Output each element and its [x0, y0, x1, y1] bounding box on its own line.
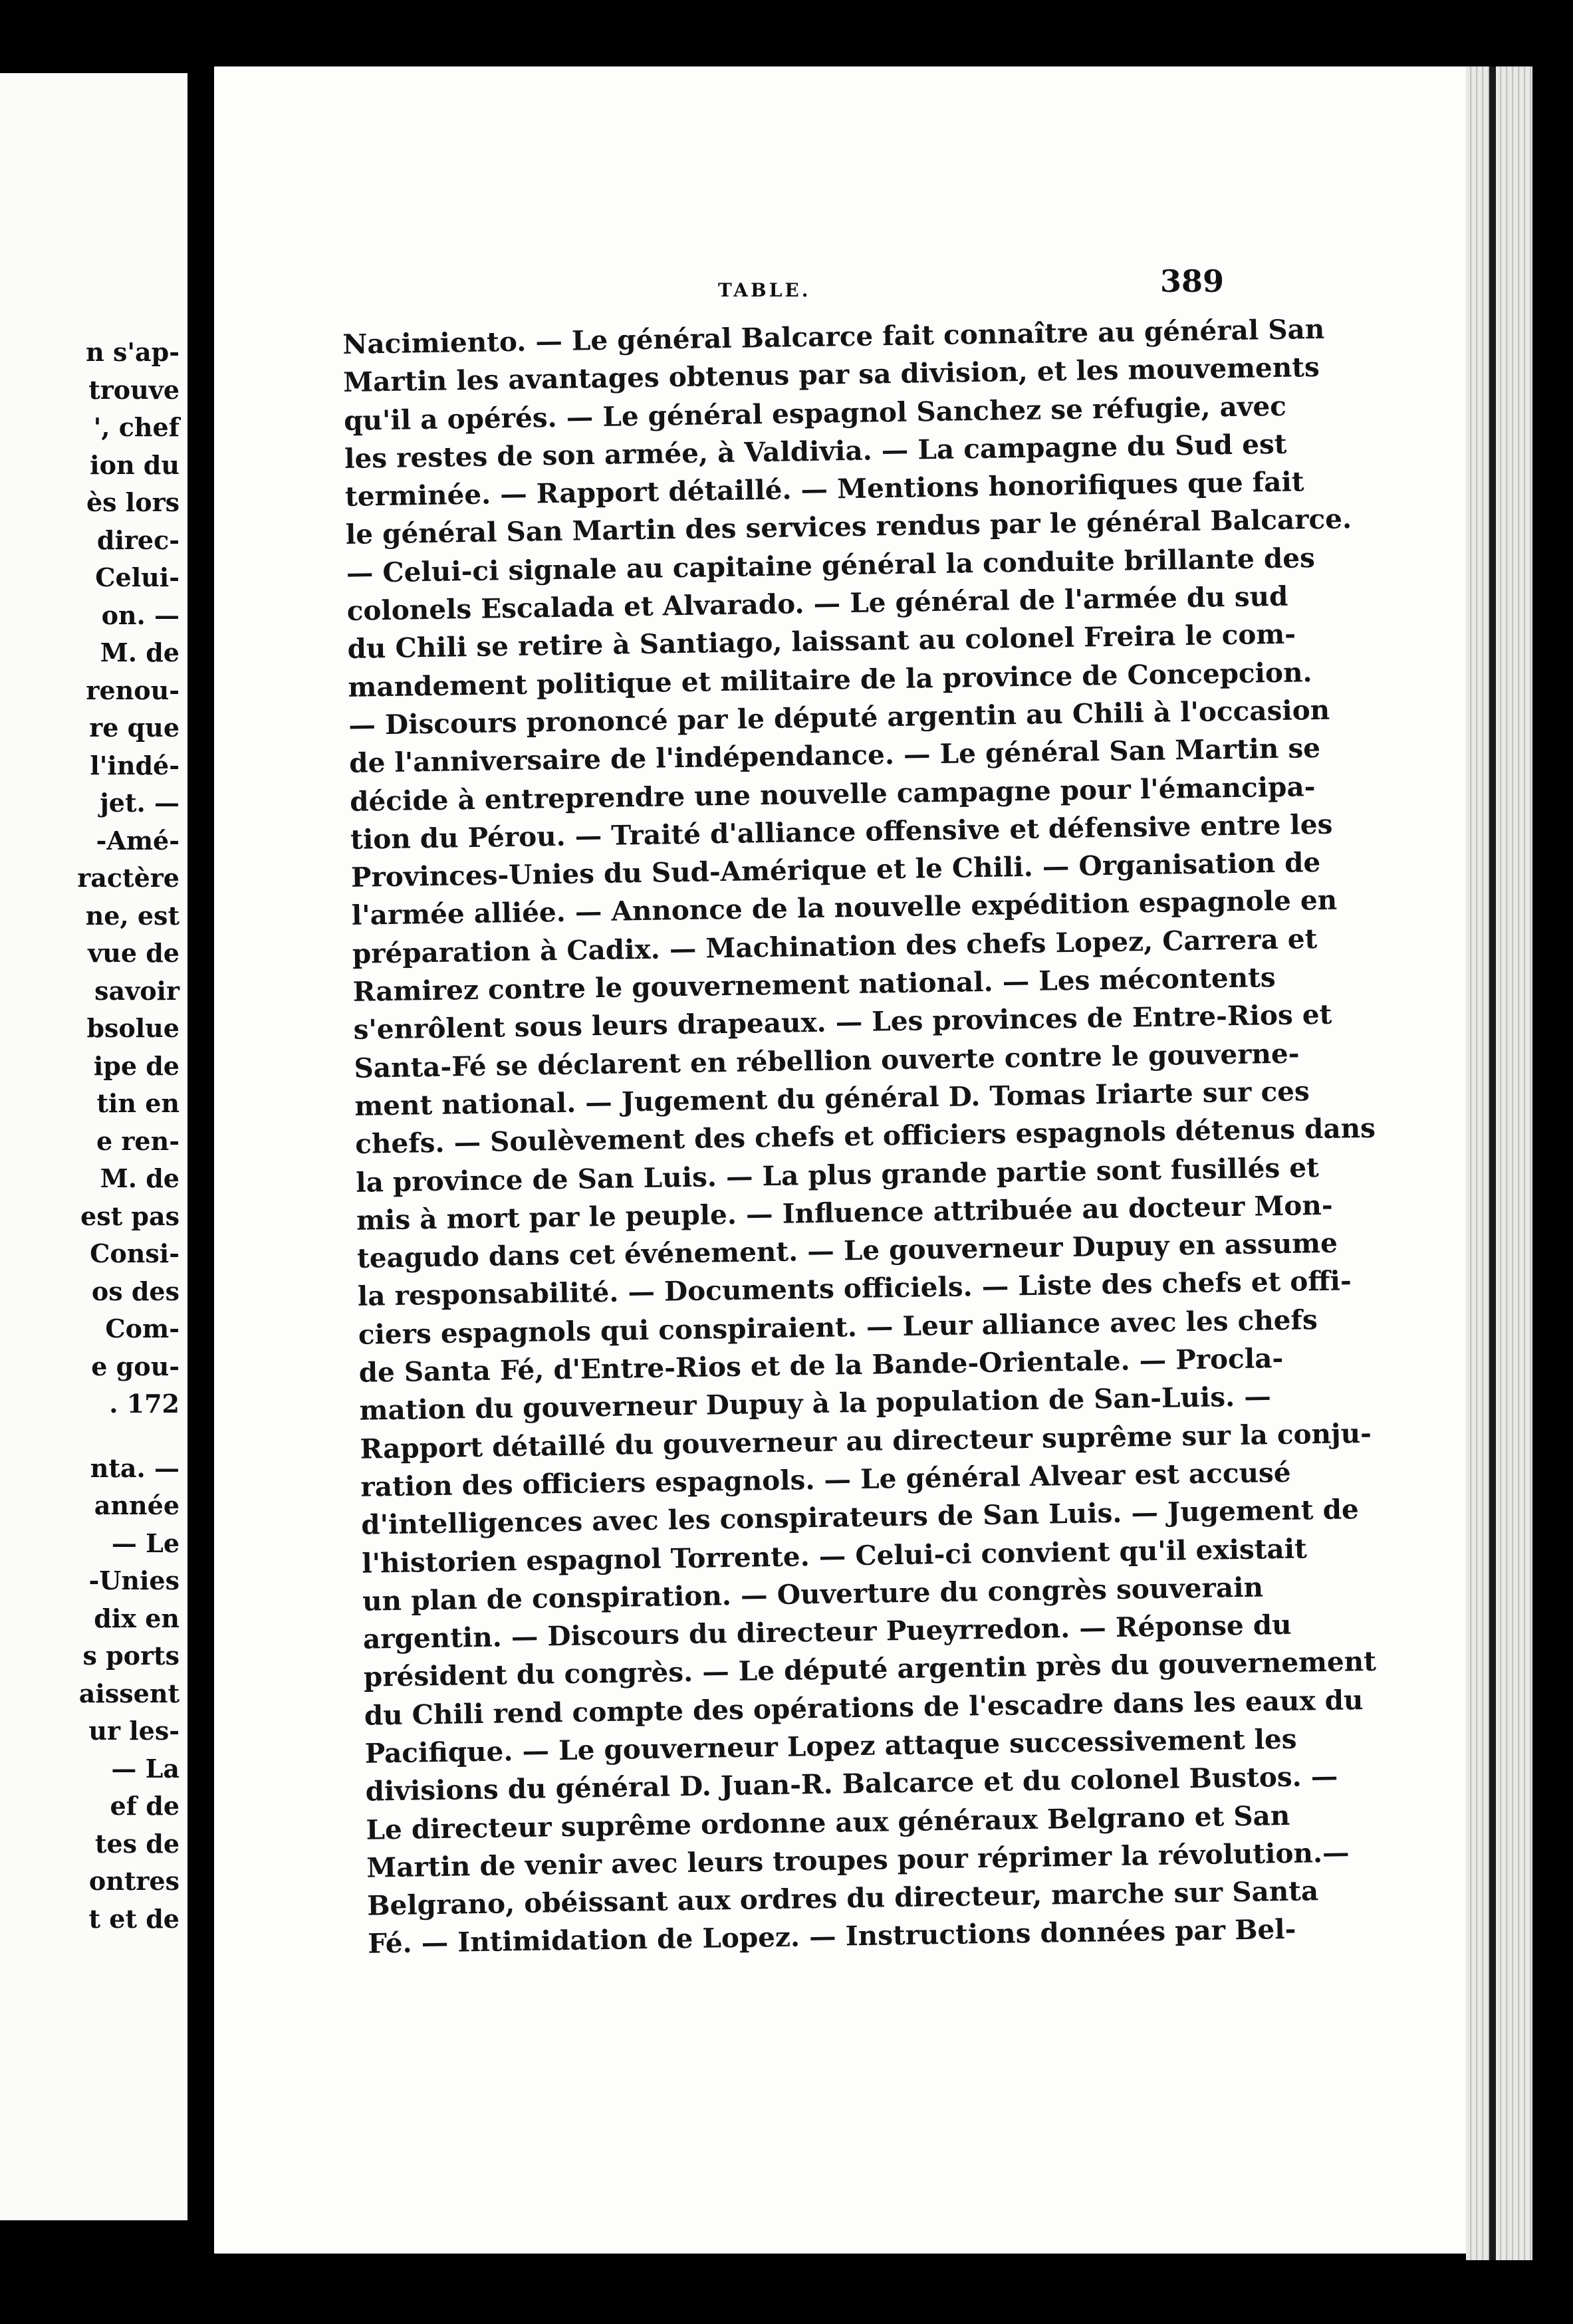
body-line: — Discours prononcé par le député argentin au Chili à l'occasion	[348, 693, 1330, 741]
body-line: tion du Pérou. — Traité d'alliance offensive et défensive entre les	[350, 808, 1333, 856]
body-line: teagudo dans cet événement. — Le gouverneur Dupuy en assume	[356, 1226, 1338, 1274]
left-page-line: tin en	[96, 1088, 180, 1118]
body-line: argentin. — Discours du directeur Pueyrredon. — Réponse du	[362, 1608, 1292, 1655]
left-page-line: ', chef	[93, 412, 180, 442]
page-edge-shadow	[1489, 66, 1496, 2260]
body-line: Fé. — Intimidation de Lopez. — Instructions données par Bel-	[367, 1913, 1296, 1960]
body-line: l'historien espagnol Torrente. — Celui-ci convient qu'il existait	[361, 1532, 1308, 1579]
body-line: mation du gouverneur Dupuy à la population de San-Luis. —	[359, 1380, 1272, 1427]
body-line: d'intelligences avec les conspirateurs de San Luis. — Jugement de	[360, 1493, 1360, 1541]
body-line: colonels Escalada et Alvarado. — Le général de l'armée du sud	[346, 580, 1288, 628]
left-page-line: n s'ap-	[86, 337, 180, 367]
left-page-line: vue de	[88, 938, 180, 968]
body-line: chefs. — Soulèvement des chefs et officiers espagnols détenus dans	[354, 1111, 1376, 1161]
left-page-line: ès lors	[86, 487, 180, 517]
left-page-line	[0, 1423, 180, 1450]
body-line: Nacimiento. — Le général Balcarce fait connaître au général San	[342, 312, 1325, 360]
left-page-line: -Unies	[88, 1566, 180, 1595]
left-page-line: bsolue	[86, 1013, 180, 1043]
left-page-line: renou-	[86, 675, 180, 705]
body-line: préparation à Cadix. — Machination des chefs Lopez, Carrera et	[352, 922, 1318, 970]
body-line: Belgrano, obéissant aux ordres du directeur, marche sur Santa	[366, 1875, 1319, 1922]
left-page-line: Celui-	[95, 562, 180, 592]
left-page-line: s ports	[82, 1641, 180, 1671]
left-page-line: M. de	[100, 1163, 180, 1193]
left-page-line: trouve	[88, 374, 180, 405]
left-page-line: . 172	[109, 1389, 180, 1419]
left-page-line: savoir	[94, 975, 180, 1006]
left-page-line: ur les-	[88, 1716, 180, 1746]
table-of-contents-body	[342, 312, 1377, 1964]
body-line: mis à mort par le peuple. — Influence attribuée au docteur Mon-	[356, 1189, 1333, 1236]
left-page-text	[0, 334, 180, 1938]
body-line: le général San Martin des services rendus par le général Balcarce.	[345, 503, 1352, 551]
left-page-line: M. de	[100, 638, 180, 667]
left-page-fragment	[0, 73, 187, 2220]
body-line: s'enrôlent sous leurs drapeaux. — Les provinces de Entre-Rios et	[353, 998, 1332, 1046]
body-line: Martin les avantages obtenus par sa division, et les mouvements	[342, 351, 1320, 399]
page-edge	[1466, 66, 1532, 2260]
left-page-line: tes de	[94, 1828, 180, 1859]
body-line: Martin de venir avec leurs troupes pour réprimer la révolution.—	[366, 1836, 1350, 1884]
left-page-line: t et de	[88, 1903, 180, 1934]
left-page-line: direc-	[96, 524, 180, 555]
body-line: ciers espagnols qui conspiraient. — Leur alliance avec les chefs	[358, 1303, 1318, 1351]
page-number: 389	[1160, 263, 1225, 299]
left-page-line: dix en	[94, 1603, 180, 1633]
left-page-line: e ren-	[96, 1125, 180, 1156]
left-page-line: -Amé-	[96, 825, 180, 856]
left-page-line: jet. —	[100, 788, 180, 818]
body-line: Pacifique. — Le gouverneur Lopez attaque successivement les	[364, 1722, 1297, 1770]
left-page-line: ne, est	[85, 900, 180, 931]
left-page-line: ion du	[90, 449, 180, 480]
body-line: mandement politique et militaire de la province de Concepcion.	[348, 655, 1312, 703]
left-page-line: Consi-	[90, 1238, 180, 1268]
body-line: un plan de conspiration. — Ouverture du congrès souverain	[362, 1571, 1264, 1617]
body-line: de Santa Fé, d'Entre-Rios et de la Bande-Orientale. — Procla-	[358, 1341, 1284, 1389]
body-line: Provinces-Unies du Sud-Amérique et le Chili. — Organisation de	[350, 846, 1321, 894]
body-line: de l'anniversaire de l'indépendance. — Le général San Martin se	[348, 732, 1321, 780]
left-page-line: est pas	[80, 1201, 180, 1231]
body-line: Le directeur suprême ordonne aux généraux Belgrano et San	[366, 1799, 1290, 1846]
left-page-line: e gou-	[91, 1351, 180, 1381]
body-line: la province de San Luis. — La plus grande partie sont fusillés et	[355, 1151, 1320, 1199]
left-page-line: nta. —	[90, 1452, 180, 1483]
body-line: — Celui-ci signale au capitaine général la conduite brillante des	[346, 541, 1316, 589]
left-page-line: année	[94, 1490, 180, 1520]
body-line: Ramirez contre le gouvernement national. — Les mécontents	[352, 961, 1276, 1008]
left-page-line: ontres	[88, 1866, 180, 1896]
body-line: ration des officiers espagnols. — Le général Alvear est accusé	[360, 1456, 1291, 1503]
body-line: terminée. — Rapport détaillé. — Mentions honorifiques que fait	[344, 465, 1304, 513]
left-page-line: ractère	[77, 863, 180, 893]
running-title: TABLE.	[718, 279, 811, 301]
left-page-line: l'indé-	[90, 750, 180, 780]
body-line: qu'il a opérés. — Le général espagnol Sanchez se réfugie, avec	[343, 390, 1287, 437]
body-line: les restes de son armée, à Valdivia. — La campagne du Sud est	[344, 427, 1287, 475]
left-page-line: Com-	[105, 1314, 180, 1343]
left-page-line: ipe de	[93, 1050, 180, 1081]
body-line: Rapport détaillé du gouverneur au directeur suprême sur la conju-	[360, 1417, 1372, 1465]
body-line: la responsabilité. — Documents officiels. — Liste des chefs et offi-	[357, 1264, 1352, 1313]
body-line: l'armée alliée. — Annonce de la nouvelle expédition espagnole en	[351, 884, 1338, 932]
left-page-line: — Le	[111, 1528, 180, 1558]
body-line: ment national. — Jugement du général D. Tomas Iriarte sur ces	[354, 1075, 1310, 1122]
left-page-line: os des	[91, 1276, 180, 1306]
left-page-line: on. —	[101, 600, 180, 630]
body-line: divisions du général D. Juan-R. Balcarce et du colonel Bustos. —	[365, 1760, 1338, 1808]
body-line: Santa-Fé se déclarent en rébellion ouverte contre le gouverne-	[354, 1037, 1300, 1084]
body-line: décide à entreprendre une nouvelle campagne pour l'émancipa-	[349, 770, 1316, 818]
body-line: du Chili se retire à Santiago, laissant au colonel Freira le com-	[347, 618, 1296, 665]
left-page-line: aissent	[78, 1678, 180, 1708]
body-line: du Chili rend compte des opérations de l'escadre dans les eaux du	[364, 1683, 1364, 1732]
left-page-line: — La	[111, 1753, 180, 1784]
body-line: président du congrès. — Le député argentin près du gouvernement	[363, 1645, 1377, 1694]
left-page-line: re que	[89, 713, 180, 743]
left-page-line: ef de	[110, 1791, 180, 1821]
